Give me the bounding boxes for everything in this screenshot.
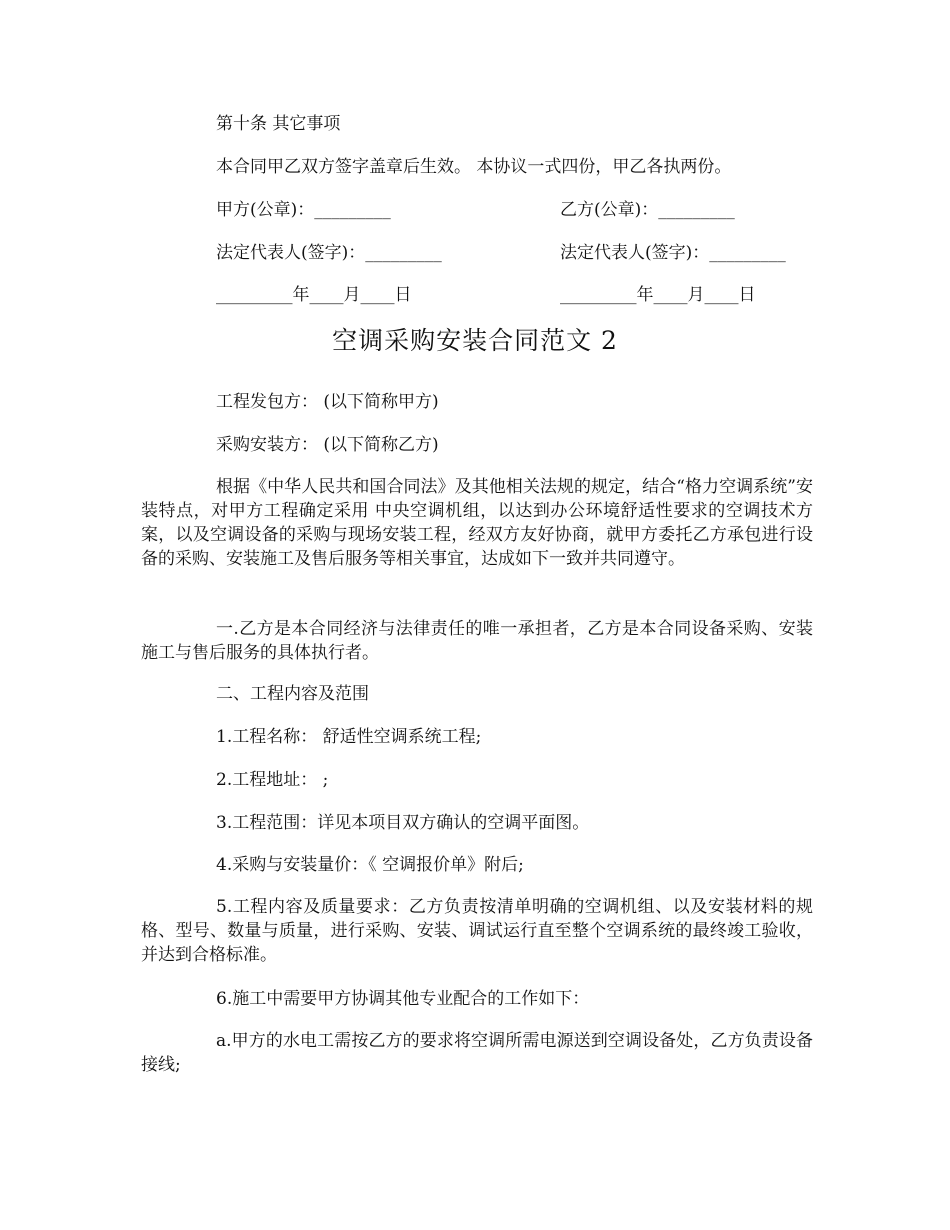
item-5-paragraph: 5.工程内容及质量要求：乙方负责按清单明确的空调机组、以及安装材料的规格、型号、数量与质量，进行采购、安装、调试运行直至整个空调系统的最终竣工验收，并达到合格标准。: [141, 897, 813, 965]
contractor-line: 工程发包方： (以下简称甲方): [216, 392, 439, 412]
installer-line: 采购安装方： (以下简称乙方): [216, 435, 439, 455]
party-a-representative-line: 法定代表人(签字)：_________: [216, 243, 442, 263]
item-4-quantity-price: 4.采购与安装量价：《 空调报价单》附后;: [216, 855, 524, 875]
preamble-paragraph: 根据《中华人民共和国合同法》及其他相关法规的规定，结合“格力空调系统”安装特点，对甲方工程确定采用 中央空调机组，以达到办公环境舒适性要求的空调技术方案，以及空调设备的采购与现场安装工程，经双方友好协商，就甲方委托乙方承包进行设备的采购、安装施工及售后服务等相关事宜，达成如下一致并共同遵守。: [141, 477, 813, 569]
item-1-project-name: 1.工程名称： 舒适性空调系统工程;: [216, 727, 482, 747]
clause-1-paragraph: 一.乙方是本合同经济与法律责任的唯一承担者，乙方是本合同设备采购、安装施工与售后服务的具体执行者。: [141, 619, 813, 663]
document-title: 空调采购安装合同范文 2: [332, 326, 618, 355]
party-a-date-line: _________年____月____日: [216, 285, 412, 305]
item-6a-paragraph: a.甲方的水电工需按乙方的要求将空调所需电源送到空调设备处，乙方负责设备接线;: [141, 1031, 813, 1075]
section-10-body: 本合同甲乙双方签字盖章后生效。 本协议一式四份，甲乙各执两份。: [216, 157, 732, 177]
item-2-project-address: 2.工程地址： ;: [216, 770, 329, 790]
item-3-project-scope: 3.工程范围：详见本项目双方确认的空调平面图。: [216, 813, 590, 833]
party-a-seal-line: 甲方(公章)：_________: [216, 200, 391, 220]
party-b-date-line: _________年____月____日: [560, 285, 756, 305]
clause-2-heading: 二、工程内容及范围: [216, 684, 369, 704]
party-b-representative-line: 法定代表人(签字)：_________: [560, 243, 786, 263]
section-10-heading: 第十条 其它事项: [216, 114, 341, 134]
party-b-seal-line: 乙方(公章)：_________: [560, 200, 735, 220]
item-6-line: 6.施工中需要甲方协调其他专业配合的工作如下：: [216, 989, 590, 1009]
